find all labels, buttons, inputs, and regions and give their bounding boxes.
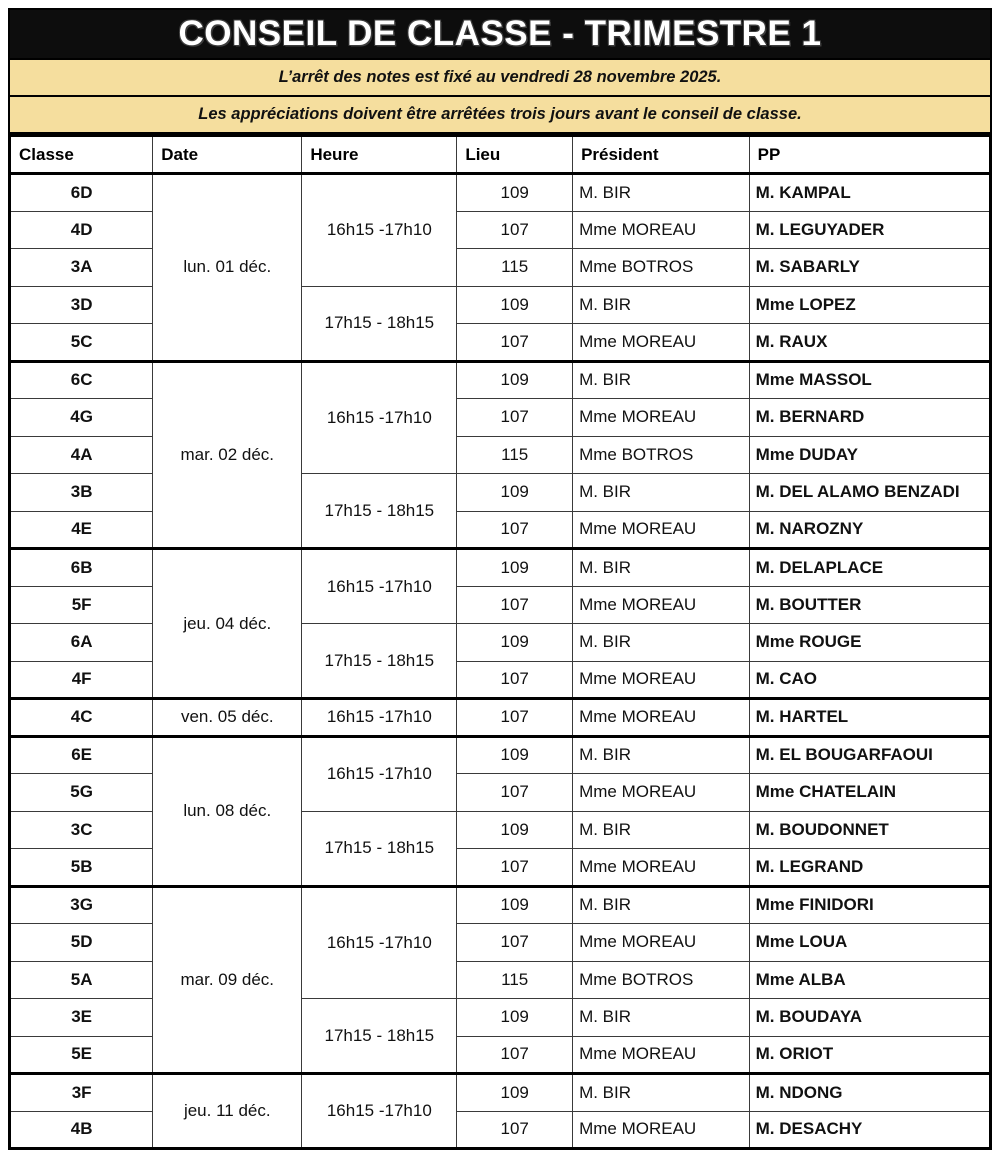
lieu-cell: 109 [457, 286, 573, 324]
lieu-cell: 115 [457, 961, 573, 999]
president-cell: M. BIR [573, 174, 750, 212]
column-header-president: Président [573, 136, 750, 174]
classe-cell: 5C [10, 324, 153, 362]
pp-cell: Mme FINIDORI [749, 886, 990, 924]
classe-cell: 5E [10, 1036, 153, 1074]
column-header-lieu: Lieu [457, 136, 573, 174]
heure-cell: 16h15 -17h10 [302, 699, 457, 737]
appreciations-deadline-text: Les appréciations doivent être arrêtées trois jours avant le conseil de classe. [198, 105, 802, 123]
classe-cell: 6B [10, 549, 153, 587]
classe-cell: 4A [10, 436, 153, 474]
lieu-cell: 109 [457, 474, 573, 512]
pp-cell: M. RAUX [749, 324, 990, 362]
classe-cell: 3G [10, 886, 153, 924]
lieu-cell: 107 [457, 1036, 573, 1074]
date-cell: jeu. 11 déc. [153, 1074, 302, 1149]
classe-cell: 3C [10, 811, 153, 849]
president-cell: M. BIR [573, 736, 750, 774]
classe-cell: 3E [10, 999, 153, 1037]
pp-cell: Mme DUDAY [749, 436, 990, 474]
pp-cell: Mme LOPEZ [749, 286, 990, 324]
president-cell: Mme MOREAU [573, 1036, 750, 1074]
notes-deadline-banner [8, 60, 992, 97]
heure-cell: 17h15 - 18h15 [302, 999, 457, 1074]
lieu-cell: 109 [457, 361, 573, 399]
heure-cell: 16h15 -17h10 [302, 1074, 457, 1149]
lieu-cell: 109 [457, 886, 573, 924]
pp-cell: Mme ROUGE [749, 624, 990, 662]
column-header-classe: Classe [10, 136, 153, 174]
pp-cell: Mme ALBA [749, 961, 990, 999]
heure-cell: 16h15 -17h10 [302, 174, 457, 287]
pp-cell: M. DEL ALAMO BENZADI [749, 474, 990, 512]
classe-cell: 6D [10, 174, 153, 212]
pp-cell: M. LEGUYADER [749, 211, 990, 249]
lieu-cell: 109 [457, 1074, 573, 1112]
schedule-row [10, 736, 991, 774]
classe-cell: 3D [10, 286, 153, 324]
schedule-row [10, 699, 991, 737]
classe-cell: 5D [10, 924, 153, 962]
president-cell: Mme MOREAU [573, 661, 750, 699]
president-cell: Mme BOTROS [573, 249, 750, 287]
president-cell: M. BIR [573, 811, 750, 849]
lieu-cell: 107 [457, 511, 573, 549]
classe-cell: 3A [10, 249, 153, 287]
president-cell: Mme BOTROS [573, 436, 750, 474]
classe-cell: 6A [10, 624, 153, 662]
president-cell: Mme MOREAU [573, 586, 750, 624]
lieu-cell: 109 [457, 624, 573, 662]
lieu-cell: 115 [457, 436, 573, 474]
lieu-cell: 107 [457, 924, 573, 962]
president-cell: Mme MOREAU [573, 924, 750, 962]
column-header-heure: Heure [302, 136, 457, 174]
lieu-cell: 107 [457, 399, 573, 437]
pp-cell: M. ORIOT [749, 1036, 990, 1074]
pp-cell: M. DESACHY [749, 1111, 990, 1149]
president-cell: Mme MOREAU [573, 399, 750, 437]
date-cell: mar. 09 déc. [153, 886, 302, 1074]
pp-cell: Mme CHATELAIN [749, 774, 990, 812]
column-header-date: Date [153, 136, 302, 174]
lieu-cell: 107 [457, 211, 573, 249]
classe-cell: 4B [10, 1111, 153, 1149]
heure-cell: 17h15 - 18h15 [302, 474, 457, 549]
classe-cell: 6C [10, 361, 153, 399]
pp-cell: M. SABARLY [749, 249, 990, 287]
classe-cell: 3F [10, 1074, 153, 1112]
page-title: CONSEIL DE CLASSE - TRIMESTRE 1 [178, 14, 822, 53]
heure-cell: 16h15 -17h10 [302, 886, 457, 999]
president-cell: M. BIR [573, 999, 750, 1037]
pp-cell: M. NDONG [749, 1074, 990, 1112]
classe-cell: 4D [10, 211, 153, 249]
classe-cell: 5B [10, 849, 153, 887]
heure-cell: 17h15 - 18h15 [302, 286, 457, 361]
president-cell: Mme MOREAU [573, 699, 750, 737]
date-cell: mar. 02 déc. [153, 361, 302, 549]
heure-cell: 17h15 - 18h15 [302, 811, 457, 886]
heure-cell: 17h15 - 18h15 [302, 624, 457, 699]
column-header-pp: PP [749, 136, 990, 174]
lieu-cell: 109 [457, 811, 573, 849]
heure-cell: 16h15 -17h10 [302, 549, 457, 624]
president-cell: M. BIR [573, 361, 750, 399]
lieu-cell: 107 [457, 1111, 573, 1149]
title-bar [8, 8, 992, 60]
president-cell: Mme BOTROS [573, 961, 750, 999]
classe-cell: 5A [10, 961, 153, 999]
lieu-cell: 109 [457, 736, 573, 774]
lieu-cell: 107 [457, 586, 573, 624]
classe-cell: 3B [10, 474, 153, 512]
date-cell: ven. 05 déc. [153, 699, 302, 737]
pp-cell: M. DELAPLACE [749, 549, 990, 587]
lieu-cell: 107 [457, 661, 573, 699]
schedule-table-header [10, 136, 991, 174]
president-cell: M. BIR [573, 624, 750, 662]
schedule-table [8, 134, 992, 1150]
classe-cell: 5G [10, 774, 153, 812]
president-cell: Mme MOREAU [573, 211, 750, 249]
pp-cell: M. LEGRAND [749, 849, 990, 887]
pp-cell: M. NAROZNY [749, 511, 990, 549]
lieu-cell: 109 [457, 999, 573, 1037]
president-cell: Mme MOREAU [573, 511, 750, 549]
pp-cell: M. BOUDAYA [749, 999, 990, 1037]
lieu-cell: 107 [457, 849, 573, 887]
president-cell: M. BIR [573, 549, 750, 587]
president-cell: M. BIR [573, 474, 750, 512]
date-cell: lun. 08 déc. [153, 736, 302, 886]
president-cell: Mme MOREAU [573, 324, 750, 362]
lieu-cell: 109 [457, 174, 573, 212]
classe-cell: 5F [10, 586, 153, 624]
heure-cell: 16h15 -17h10 [302, 361, 457, 474]
pp-cell: M. CAO [749, 661, 990, 699]
schedule-table-body [10, 174, 991, 1149]
lieu-cell: 109 [457, 549, 573, 587]
header-row [10, 136, 991, 174]
lieu-cell: 107 [457, 699, 573, 737]
pp-cell: M. HARTEL [749, 699, 990, 737]
president-cell: M. BIR [573, 1074, 750, 1112]
pp-cell: Mme LOUA [749, 924, 990, 962]
pp-cell: M. BOUTTER [749, 586, 990, 624]
classe-cell: 4C [10, 699, 153, 737]
schedule-row [10, 174, 991, 212]
date-cell: lun. 01 déc. [153, 174, 302, 362]
pp-cell: M. KAMPAL [749, 174, 990, 212]
schedule-row [10, 1074, 991, 1112]
schedule-row [10, 886, 991, 924]
pp-cell: M. BOUDONNET [749, 811, 990, 849]
president-cell: Mme MOREAU [573, 849, 750, 887]
appreciations-deadline-banner [8, 97, 992, 134]
president-cell: M. BIR [573, 286, 750, 324]
president-cell: Mme MOREAU [573, 774, 750, 812]
schedule-row [10, 549, 991, 587]
classe-cell: 4G [10, 399, 153, 437]
lieu-cell: 107 [457, 324, 573, 362]
date-cell: jeu. 04 déc. [153, 549, 302, 699]
pp-cell: M. BERNARD [749, 399, 990, 437]
lieu-cell: 115 [457, 249, 573, 287]
classe-cell: 4F [10, 661, 153, 699]
notes-deadline-text: L’arrêt des notes est fixé au vendredi 28 novembre 2025. [278, 68, 722, 86]
president-cell: Mme MOREAU [573, 1111, 750, 1149]
classe-cell: 4E [10, 511, 153, 549]
president-cell: M. BIR [573, 886, 750, 924]
lieu-cell: 107 [457, 774, 573, 812]
pp-cell: M. EL BOUGARFAOUI [749, 736, 990, 774]
pp-cell: Mme MASSOL [749, 361, 990, 399]
classe-cell: 6E [10, 736, 153, 774]
heure-cell: 16h15 -17h10 [302, 736, 457, 811]
schedule-row [10, 361, 991, 399]
